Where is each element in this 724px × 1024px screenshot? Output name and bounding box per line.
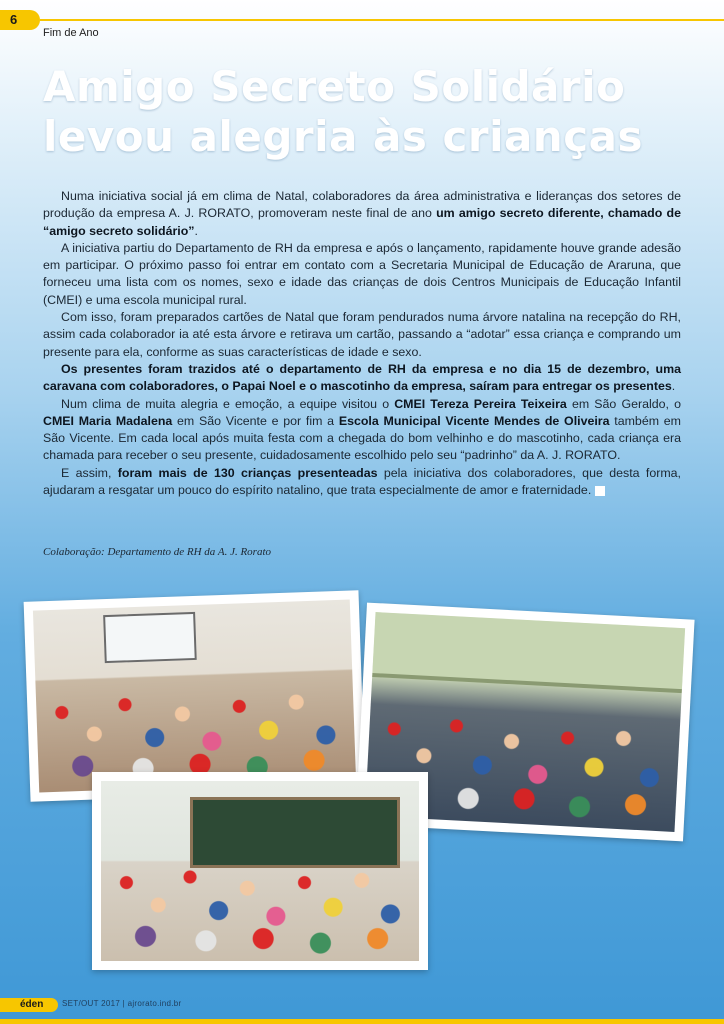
paragraph-3: Com isso, foram preparados cartões de Natal que foram pendurados numa árvore natalina na recepção do RH, assim cada colaborador ia até esta árvore e retirava um cartão, passando a “adotar” essa criança e comprando um presente para ela, conforme as suas características de idade e sexo. (43, 310, 681, 359)
paragraph-6-bold: foram mais de 130 crianças presenteadas (117, 465, 378, 480)
top-bar (0, 0, 724, 26)
paragraph-5-text-4: também em São Vicente. Em cada local após muita festa com a chegada do bom velhinho e do mascotinho, cada criança era chamada para receber o seu presente, cuidadosamente escolhido pelo seu “padrinho” da A. J. RORATO. (43, 413, 681, 463)
paragraph-5 (43, 396, 681, 465)
headline (43, 62, 703, 162)
paragraph-1 (43, 188, 681, 240)
paragraph-2: A iniciativa partiu do Departamento de RH da empresa e após o lançamento, rapidamente houve grande adesão em participar. O próximo passo foi entrar em contato com a Secretaria Municipal de Educação de Araruna, que forneceu uma lista com os nomes, sexo e idade das crianças de dois Centros Municipais de Educação Infantil (CMEI) e uma escola municipal rural. (43, 240, 681, 307)
paragraph-6-text-2: pela iniciativa dos colaboradores, que desta forma, ajudaram a resgatar um pouco do espírito natalino, que trata especialmente de amor e fraternidade. (43, 465, 681, 498)
end-square-icon (595, 486, 605, 496)
credit-line: Colaboração: Departamento de RH da A. J. Rorato (43, 546, 272, 558)
paragraph-6 (43, 465, 681, 500)
top-divider (40, 19, 724, 21)
paragraph-4-bold: Os presentes foram trazidos até o departamento de RH da empresa e no dia 15 de dezembro, uma caravana com colaboradores, o Papai Noel e o mascotinho da empresa, saíram para entregar os presentes (43, 361, 681, 394)
window-shape (103, 612, 197, 663)
photo-group-blackboard-image (101, 781, 419, 961)
paragraph-6-text-1: E assim, (61, 465, 118, 480)
footer (0, 996, 724, 1024)
headline-line-2: levou alegria às crianças (43, 112, 643, 161)
paragraph-5-text-3: em São Vicente e por fim a (172, 413, 339, 428)
footer-divider (0, 1019, 724, 1024)
article-body (43, 188, 681, 499)
page-number: 6 (0, 10, 40, 30)
photo-classroom-gifts (24, 590, 366, 802)
paragraph-5-bold-1: CMEI Tereza Pereira Teixeira (394, 396, 567, 411)
paragraph-5-bold-3: Escola Municipal Vicente Mendes de Oliveira (338, 413, 610, 428)
photo-group-blackboard (92, 772, 428, 970)
photo-classroom-gifts-image (33, 600, 356, 793)
paragraph-1-bold: um amigo secreto diferente, chamado de “amigo secreto solidário” (43, 206, 681, 238)
paragraph-4 (43, 361, 681, 396)
headline-line-1: Amigo Secreto Solidário (43, 62, 626, 111)
paragraph-5-bold-2: CMEI Maria Madalena (43, 413, 173, 428)
footer-info: SET/OUT 2017 | ajrorato.ind.br (62, 999, 182, 1008)
paragraph-1-text: Numa iniciativa social já em clima de Natal, colaboradores da área administrativa e lideranças dos setores de produção da empresa A. J. RORATO, promoveram neste final de ano (43, 189, 681, 221)
section-label: Fim de Ano (43, 27, 99, 39)
paragraph-5-text-2: em São Geraldo, o (566, 396, 681, 411)
roof-shape (372, 612, 685, 693)
paragraph-5-text-1: Num clima de muita alegria e emoção, a equipe visitou o (61, 396, 395, 411)
paragraph-1-end: . (194, 223, 198, 238)
footer-brand-logo: éden (0, 998, 58, 1012)
crowd-shape (101, 849, 419, 961)
paragraph-4-end: . (671, 379, 676, 394)
